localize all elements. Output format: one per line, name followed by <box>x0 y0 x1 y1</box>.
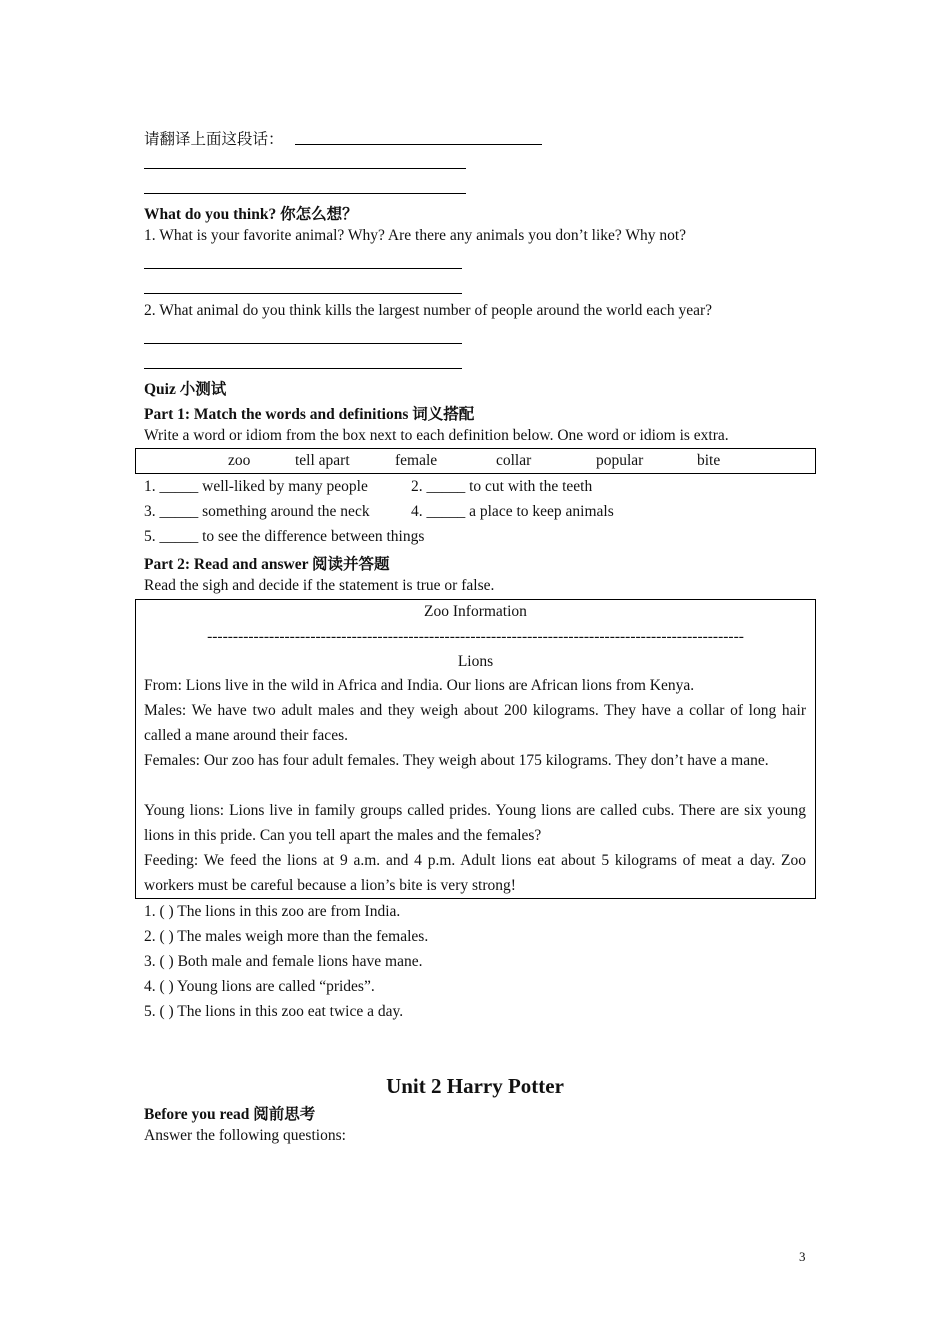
answer-line[interactable] <box>144 193 466 194</box>
word-item: female <box>395 452 438 469</box>
page-number: 3 <box>799 1249 806 1264</box>
answer-line[interactable] <box>144 168 466 169</box>
think-question-2: 2. What animal do you think kills the largest number of people around the world each year? <box>144 302 713 319</box>
answer-line[interactable] <box>144 368 462 369</box>
word-item: popular <box>596 452 644 469</box>
translate-prompt: 请翻译上面这段话： <box>144 131 284 148</box>
unit-title: Unit 2 Harry Potter <box>386 1074 564 1098</box>
before-read-instruction: Answer the following questions: <box>144 1127 346 1144</box>
definition-item: 2. _____ to cut with the teeth <box>411 478 593 495</box>
answer-line[interactable] <box>295 144 542 145</box>
statement-item: 5. ( ) The lions in this zoo eat twice a day. <box>144 1003 404 1020</box>
word-item: zoo <box>228 452 251 469</box>
part1-heading: Part 1: Match the words and definitions 词义搭配 <box>144 406 475 423</box>
zoo-info-females: Females: Our zoo has four adult females. They weigh about 175 kilograms. They don’t have a mane. <box>144 752 769 769</box>
statement-item: 3. ( ) Both male and female lions have mane. <box>144 953 423 970</box>
definition-item: 4. _____ a place to keep animals <box>411 503 614 520</box>
part1-instruction: Write a word or idiom from the box next to each definition below. One word or idiom is extra. <box>144 427 729 444</box>
answer-line[interactable] <box>144 343 462 344</box>
definition-item: 5. _____ to see the difference between things <box>144 528 425 545</box>
think-heading: What do you think? 你怎么想？ <box>144 206 358 223</box>
quiz-heading: Quiz 小测试 <box>144 381 227 398</box>
zoo-info-from: From: Lions live in the wild in Africa and India. Our lions are African lions from Kenya. <box>144 677 695 694</box>
statement-item: 2. ( ) The males weigh more than the females. <box>144 928 429 945</box>
zoo-info-young: Young lions: Lions live in family groups called prides. Young lions are called cubs. There are six young lions in this pride. Can you tell apart the males and the females? <box>144 802 806 844</box>
statement-item: 1. ( ) The lions in this zoo are from India. <box>144 903 401 920</box>
definition-item: 3. _____ something around the neck <box>144 503 370 520</box>
zoo-info-feeding: Feeding: We feed the lions at 9 a.m. and 4 p.m. Adult lions eat about 5 kilograms of meat a day. Zoo workers must be careful because a lion’s bite is very strong! <box>144 852 806 894</box>
before-read-heading: Before you read 阅前思考 <box>144 1106 316 1123</box>
part2-heading: Part 2: Read and answer 阅读并答题 <box>144 556 390 573</box>
answer-line[interactable] <box>144 293 462 294</box>
word-item: collar <box>496 452 532 469</box>
zoo-info-subtitle: Lions <box>457 653 494 670</box>
think-question-1: 1. What is your favorite animal? Why? Are there any animals you don’t like? Why not? <box>144 227 687 244</box>
zoo-info-divider: -------------------------------------------------------------------------------------------------------- <box>207 628 744 645</box>
zoo-info-title: Zoo Information <box>424 603 527 620</box>
part2-instruction: Read the sigh and decide if the statement is true or false. <box>144 577 495 594</box>
word-box <box>135 448 816 474</box>
word-item: bite <box>697 452 721 469</box>
word-item: tell apart <box>295 452 350 469</box>
zoo-info-males: Males: We have two adult males and they weigh about 200 kilograms. They have a collar of long hair called a mane around their faces. <box>144 702 806 744</box>
statement-item: 4. ( ) Young lions are called “prides”. <box>144 978 375 995</box>
definition-item: 1. _____ well-liked by many people <box>144 478 368 495</box>
answer-line[interactable] <box>144 268 462 269</box>
